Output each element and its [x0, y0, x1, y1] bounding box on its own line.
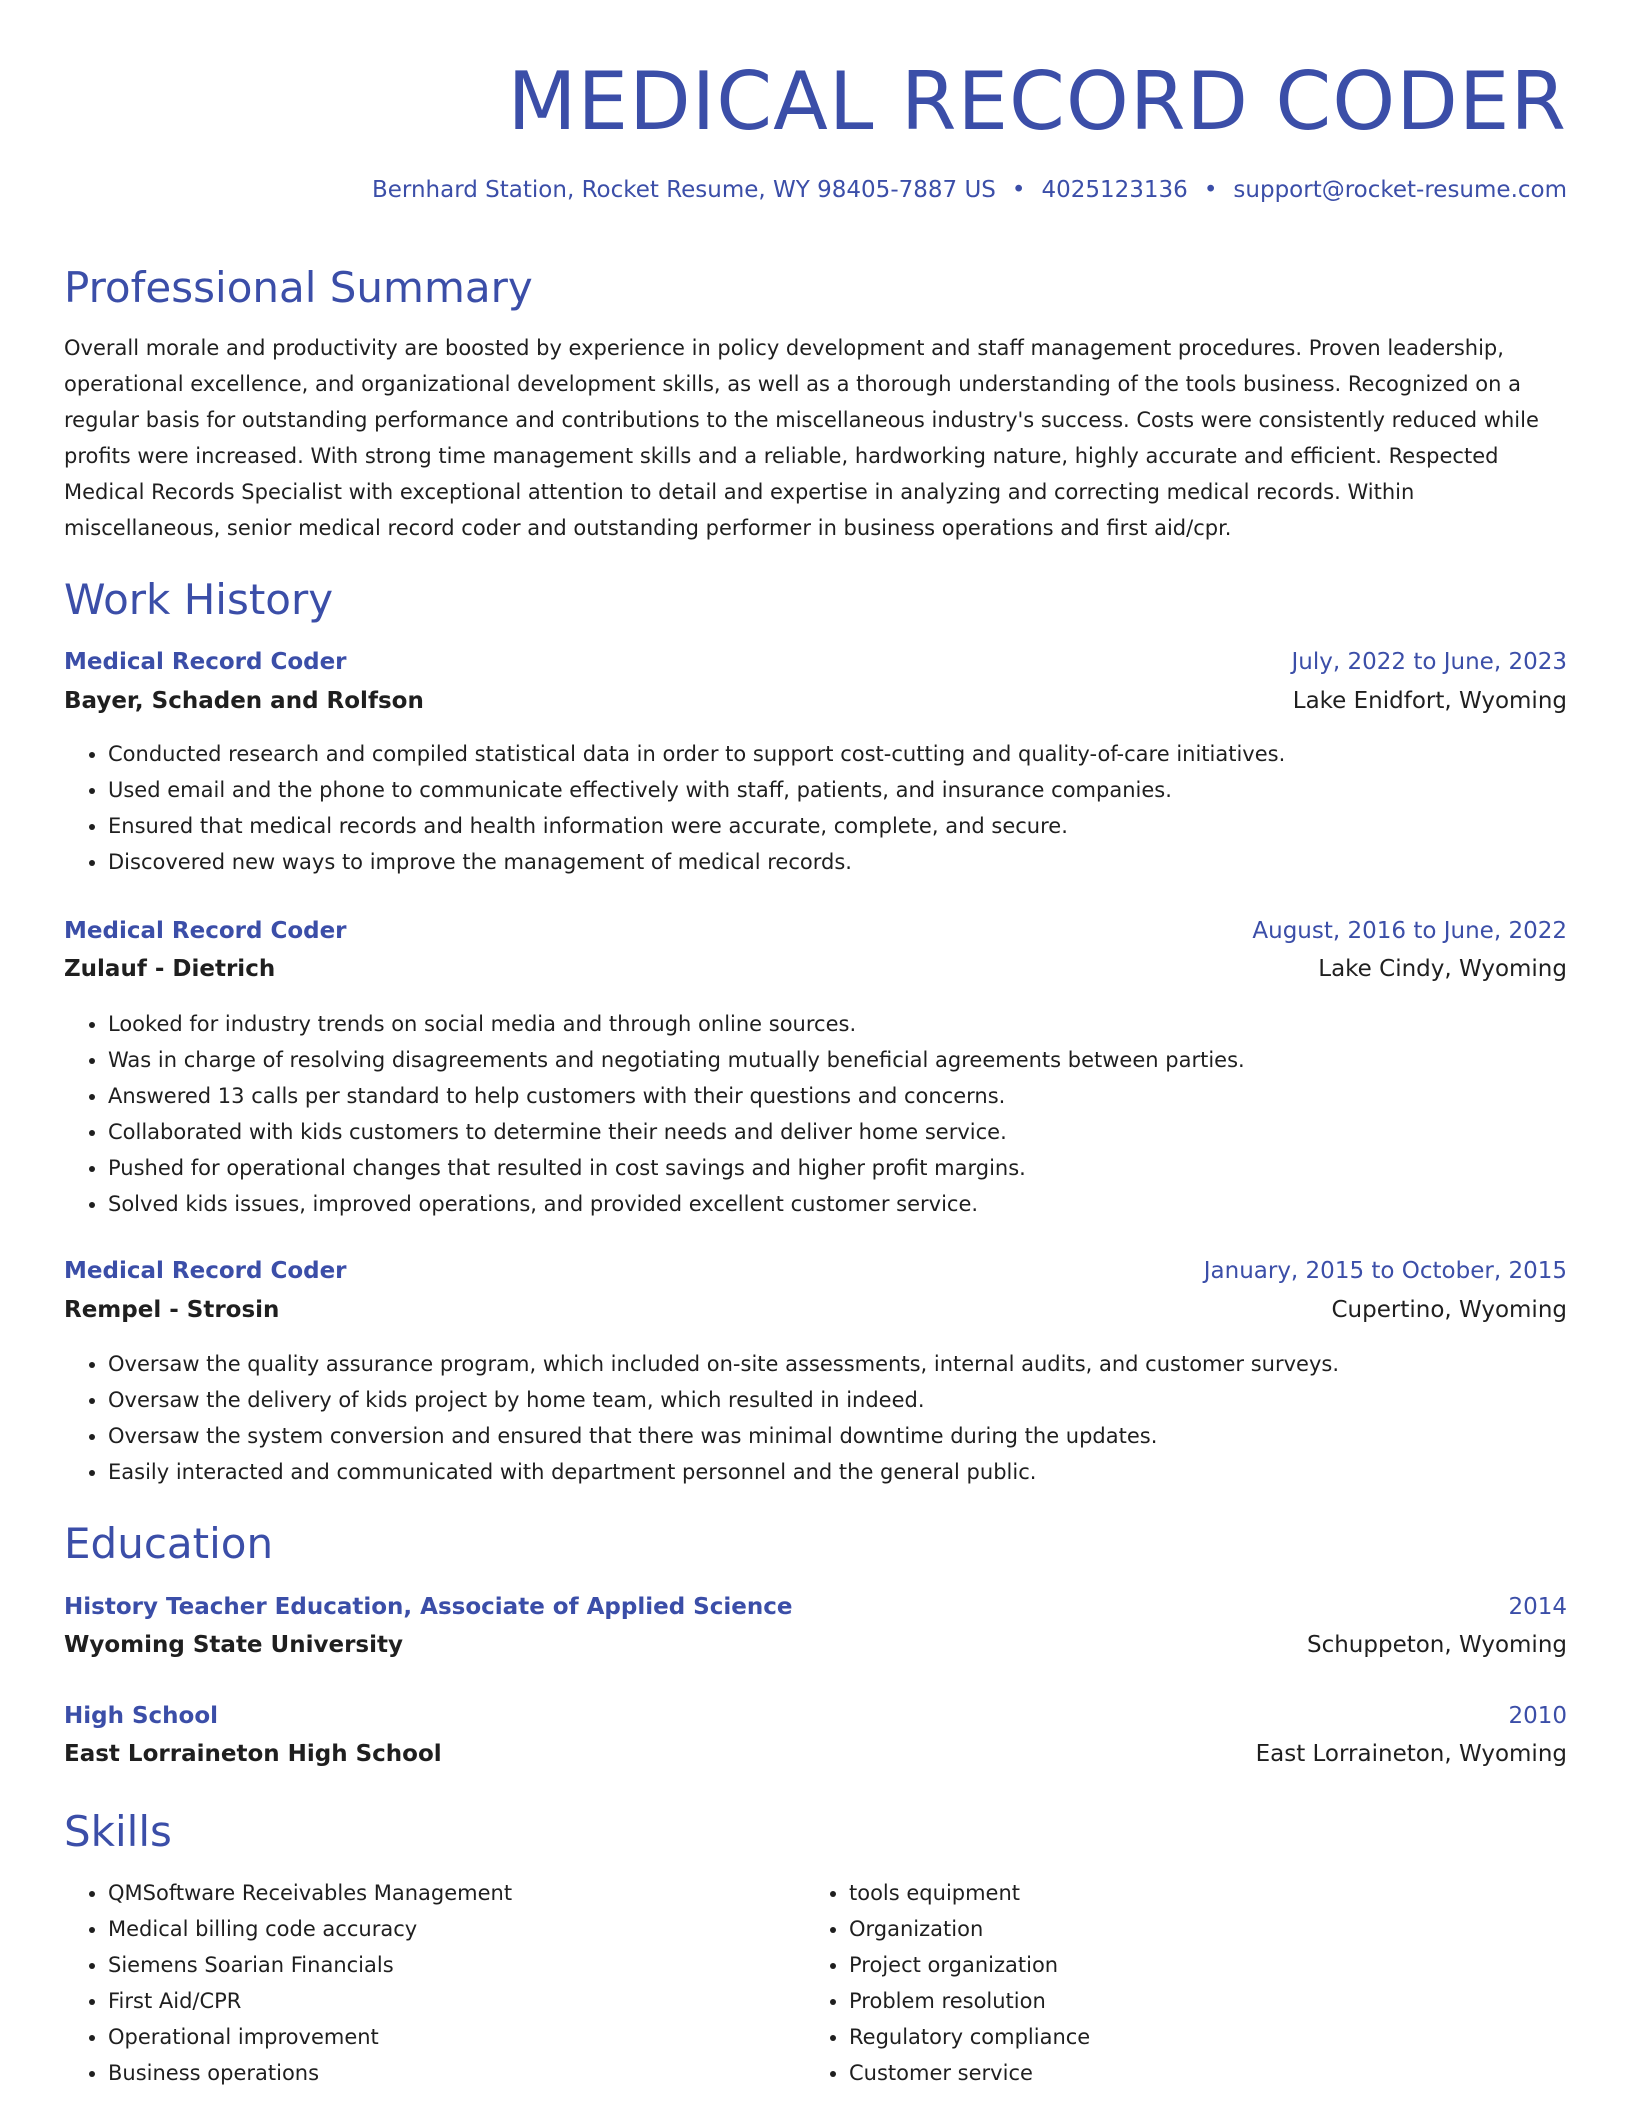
job-company: Rempel - Strosin [64, 1297, 280, 1323]
list-item: • Oversaw the quality assurance program, which included on-site assessments, internal audits, and customer surveys. [108, 1346, 1339, 1382]
candidate-title: MEDICAL RECORD CODER [507, 55, 1567, 148]
skill-item: • QMSoftware Receivables Management [108, 1875, 512, 1911]
job-1-bullets [64, 736, 1285, 880]
contact-line [64, 174, 1567, 206]
job-company: Bayer, Schaden and Rolfson [64, 688, 424, 714]
education-degree: History Teacher Education, Associate of Applied Science [64, 1594, 793, 1620]
job-dates: July, 2022 to June, 2023 [1291, 649, 1567, 675]
skill-item: • First Aid/CPR [108, 1983, 512, 2019]
job-company: Zulauf - Dietrich [64, 956, 276, 982]
skill-item: • Organization [849, 1911, 1090, 1947]
list-item: • Easily interacted and communicated with department personnel and the general public. [108, 1454, 1339, 1490]
list-item: • Used email and the phone to communicate effectively with staff, patients, and insurance companies. [108, 772, 1285, 808]
education-location: Schuppeton, Wyoming [1306, 1632, 1567, 1658]
list-item: • Pushed for operational changes that resulted in cost savings and higher profit margins. [108, 1150, 1245, 1186]
skills-heading: Skills [64, 1807, 172, 1856]
work-history-heading: Work History [64, 575, 334, 624]
skill-item: • Business operations [108, 2055, 512, 2091]
skill-item: • Medical billing code accuracy [108, 1911, 512, 1947]
skill-item: • Project organization [849, 1947, 1090, 1983]
job-role: Medical Record Coder [64, 918, 347, 944]
list-item: • Ensured that medical records and health information were accurate, complete, and secure. [108, 808, 1285, 844]
skill-item: • tools equipment [849, 1875, 1090, 1911]
job-3-bullets [64, 1346, 1339, 1490]
list-item: • Conducted research and compiled statistical data in order to support cost-cutting and quality-of-care initiatives. [108, 736, 1285, 772]
job-role: Medical Record Coder [64, 649, 347, 675]
education-school: East Lorraineton High School [64, 1741, 442, 1767]
job-location: Cupertino, Wyoming [1331, 1297, 1567, 1323]
education-2-school-row [64, 1735, 1567, 1773]
job-3-header [64, 1252, 1567, 1290]
list-item: • Was in charge of resolving disagreements and negotiating mutually beneficial agreements between parties. [108, 1042, 1245, 1078]
job-1-header [64, 643, 1567, 681]
skill-item: • Regulatory compliance [849, 2019, 1090, 2055]
skill-item: • Problem resolution [849, 1983, 1090, 2019]
education-school: Wyoming State University [64, 1632, 403, 1658]
skills-list-right [805, 1875, 1090, 2091]
job-location: Lake Enidfort, Wyoming [1292, 688, 1567, 714]
list-item: • Oversaw the system conversion and ensured that there was minimal downtime during the updates. [108, 1418, 1339, 1454]
job-location: Lake Cindy, Wyoming [1318, 956, 1567, 982]
job-dates: January, 2015 to October, 2015 [1203, 1258, 1567, 1284]
summary-text: Overall morale and productivity are boosted by experience in policy development and staff management procedures. Proven leadership, operational excellence, and organizational development skills, as well as a thorough understanding of the tools business. Recognized on a regular basis for outstanding performance and contributions to the miscellaneous industry's success. Costs were consistently reduced while profits were increased. With strong time management skills and a reliable, hardworking nature, highly accurate and efficient. Respected Medical Records Specialist with exceptional attention to detail and expertise in analyzing and correcting medical records. Within miscellaneous, senior medical record coder and outstanding performer in business operations and first aid/cpr. [64, 336, 1539, 540]
job-2-header [64, 912, 1567, 950]
skill-item: • Operational improvement [108, 2019, 512, 2055]
job-2-company-row [64, 950, 1567, 988]
job-2-bullets [64, 1006, 1245, 1222]
job-dates: August, 2016 to June, 2022 [1252, 918, 1567, 944]
job-3-company-row [64, 1291, 1567, 1329]
separator-dot: • [1203, 177, 1218, 203]
list-item: • Oversaw the delivery of kids project by home team, which resulted in indeed. [108, 1382, 1339, 1418]
list-item: • Discovered new ways to improve the management of medical records. [108, 844, 1285, 880]
list-item: • Answered 13 calls per standard to help customers with their questions and concerns. [108, 1078, 1245, 1114]
resume-header [64, 52, 1567, 206]
education-1-header [64, 1588, 1567, 1626]
education-heading: Education [64, 1519, 274, 1568]
job-1-company-row [64, 682, 1567, 720]
skill-item: • Siemens Soarian Financials [108, 1947, 512, 1983]
contact-phone: 4025123136 [1041, 177, 1188, 203]
skills-list-left [64, 1875, 512, 2091]
skill-item: • Customer service [849, 2055, 1090, 2091]
list-item: • Solved kids issues, improved operations, and provided excellent customer service. [108, 1186, 1245, 1222]
list-item: • Looked for industry trends on social media and through online sources. [108, 1006, 1245, 1042]
summary-heading: Professional Summary [64, 263, 533, 312]
education-year: 2014 [1508, 1594, 1567, 1620]
education-location: East Lorraineton, Wyoming [1255, 1741, 1567, 1767]
list-item: • Collaborated with kids customers to determine their needs and deliver home service. [108, 1114, 1245, 1150]
education-2-header [64, 1697, 1567, 1735]
job-role: Medical Record Coder [64, 1258, 347, 1284]
education-year: 2010 [1508, 1703, 1567, 1729]
education-1-school-row [64, 1626, 1567, 1664]
contact-address: Bernhard Station, Rocket Resume, WY 98405-7887 US [371, 177, 996, 203]
contact-email: support@rocket-resume.com [1233, 177, 1567, 203]
separator-dot: • [1011, 177, 1026, 203]
education-degree: High School [64, 1703, 219, 1729]
